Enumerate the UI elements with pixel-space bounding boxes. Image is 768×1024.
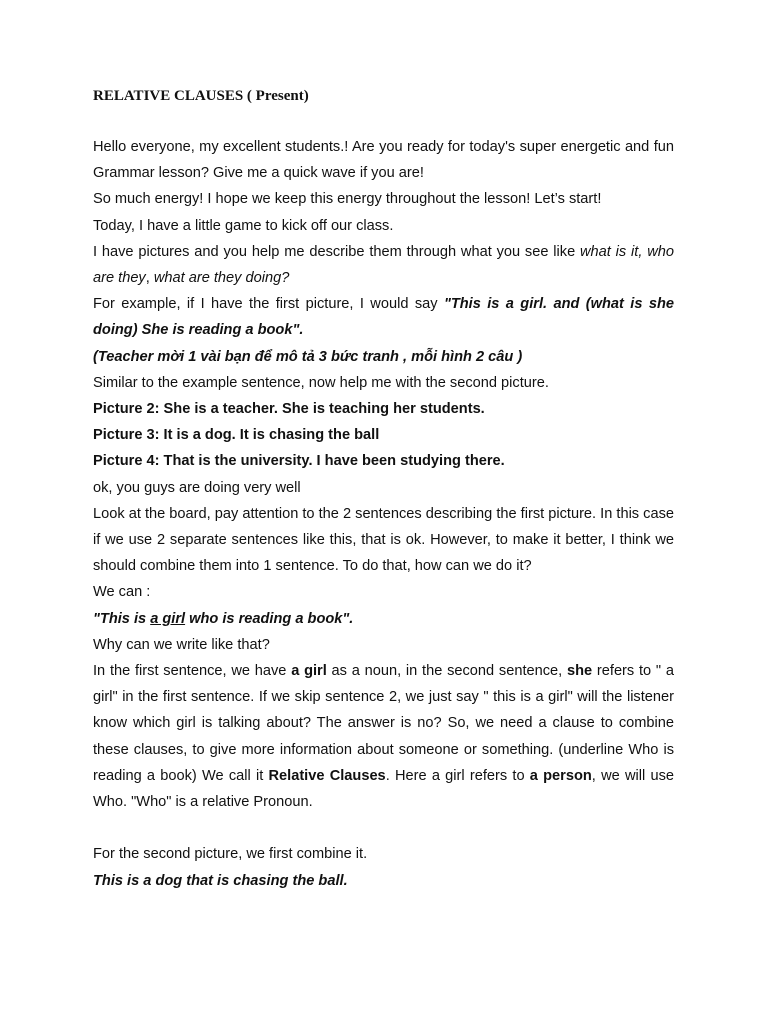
explanation-bold-a-girl: a girl xyxy=(291,663,327,680)
combined-part-a: "This is xyxy=(93,610,151,627)
combined-part-b: who is reading a book". xyxy=(185,610,354,627)
paragraph-example xyxy=(93,291,674,343)
paragraph-second-picture: For the second picture, we first combine it. xyxy=(93,846,368,863)
combined-sentence-dog: This is a dog that is chasing the ball. xyxy=(93,872,348,889)
document-body xyxy=(93,134,674,894)
explanation-text-4: . Here a girl refers to xyxy=(385,767,530,784)
explanation-text-3: refers to " a girl" in the first sentence. If we skip sentence 2, we just say " this is a girl" will the listener know which girl is talking about? The answer is no? So, we need a clause to combine these clauses, to give more information about someone or something. (underline Who is reading a book) We call it xyxy=(93,663,674,784)
paragraph-game-intro: Today, I have a little game to kick off our class. xyxy=(93,217,394,234)
explanation-bold-relative-clauses: Relative Clauses xyxy=(268,767,386,784)
example-sentence: "This is a girl. and (what is she doing) She is reading a book". xyxy=(93,296,674,339)
describe-question-1: what is it, who are they xyxy=(93,243,674,287)
paragraph-board: Look at the board, pay attention to the 2 sentences describing the first picture. In this case if we use 2 separate sentences like this, that is ok. However, to make it better, I think we should combine them into 1 sentence. To do that, how can we do it? xyxy=(93,505,674,575)
describe-separator: , xyxy=(145,270,154,287)
paragraph-praise: ok, you guys are doing very well xyxy=(93,479,301,496)
explanation-text-5: , we will use Who. "Who" is a relative Pronoun. xyxy=(93,767,674,811)
combined-underlined-noun: a girl xyxy=(150,610,186,627)
paragraph-explanation xyxy=(93,658,674,815)
paragraph-similar: Similar to the example sentence, now help me with the second picture. xyxy=(93,374,549,391)
paragraph-we-can: We can : xyxy=(93,584,151,601)
paragraph-why: Why can we write like that? xyxy=(93,636,270,653)
paragraph-energy: So much energy! I hope we keep this energy throughout the lesson! Let’s start! xyxy=(93,191,602,208)
picture-4-line: Picture 4: That is the university. I have been studying there. xyxy=(93,453,505,470)
paragraph-describe xyxy=(93,239,674,291)
combined-sentence-girl xyxy=(93,606,674,632)
explanation-bold-a-person: a person xyxy=(529,767,592,784)
picture-3-line: Picture 3: It is a dog. It is chasing the ball xyxy=(93,427,380,444)
explanation-text-1: In the first sentence, we have xyxy=(93,663,292,680)
describe-question-2: what are they doing? xyxy=(153,270,290,287)
paragraph-greeting: Hello everyone, my excellent students.! Are you ready for today's super energetic and fun Grammar lesson? Give me a quick wave if you are! xyxy=(93,139,674,182)
example-text: For example, if I have the first picture, I would say xyxy=(93,296,444,313)
explanation-bold-she: she xyxy=(566,663,593,680)
document-title: RELATIVE CLAUSES ( Present) xyxy=(93,88,309,104)
teacher-note: (Teacher mời 1 vài bạn để mô tả 3 bức tranh , mỗi hình 2 câu ) xyxy=(93,348,523,365)
paragraph-spacer xyxy=(93,815,674,841)
describe-text: I have pictures and you help me describe them through what you see like xyxy=(93,243,581,260)
picture-2-line: Picture 2: She is a teacher. She is teaching her students. xyxy=(93,401,485,418)
explanation-text-2: as a noun, in the second sentence, xyxy=(326,663,567,680)
